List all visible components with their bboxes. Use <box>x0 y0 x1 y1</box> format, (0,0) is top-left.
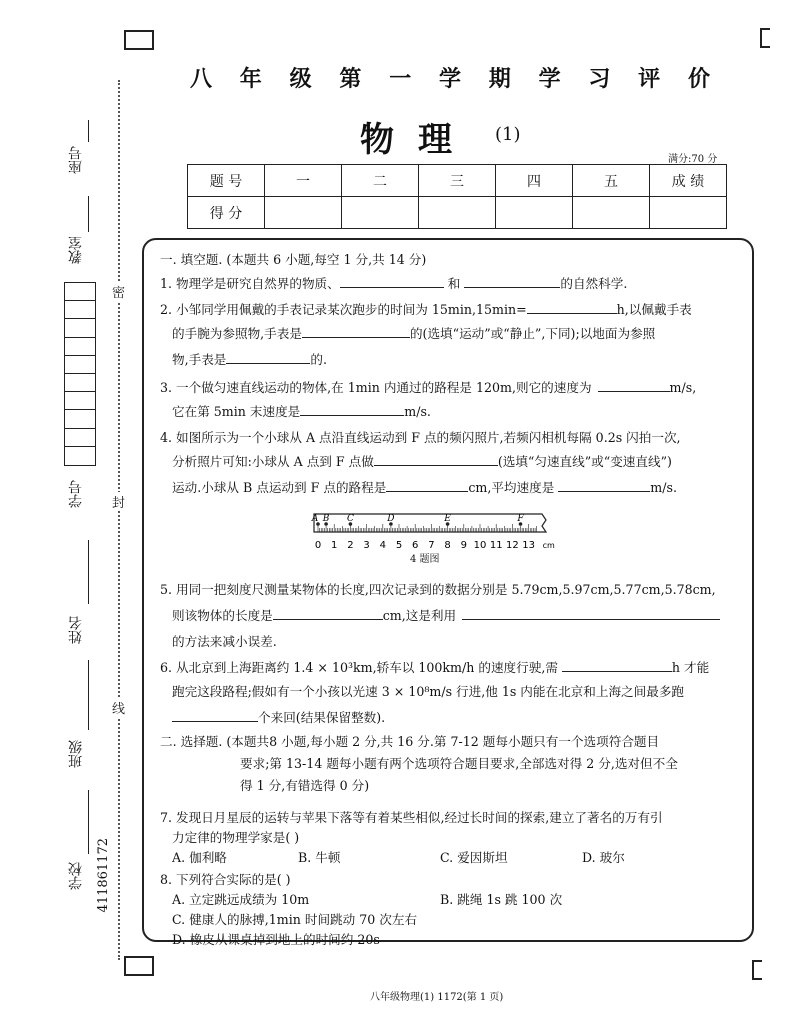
q7-line1: 7. 发现日月星辰的运转与苹果下落等有着某些相似,经过长时间的探索,建立了著名的万有引 <box>160 810 663 825</box>
q4-line1: 4. 如图所示为一个小球从 A 点沿直线运动到 F 点的频闪照片,若频闪相机每隔 0.2s 闪拍一次, <box>160 430 681 445</box>
score-header-cell: 二 <box>342 165 419 197</box>
exam-title: 八 年 级 第 一 学 期 学 习 评 价 <box>190 67 710 92</box>
score-row-label: 得 分 <box>188 197 265 229</box>
q5-line3: 的方法来减小误差. <box>172 634 277 649</box>
score-input-cell[interactable] <box>573 197 650 229</box>
student-id-grid[interactable] <box>64 282 96 466</box>
answer-blank[interactable] <box>598 377 670 392</box>
ruler-number: 4 <box>379 540 386 551</box>
class-label: 班级 <box>68 740 84 768</box>
q1-line: 1. 物理学是研究自然界的物质、 和 的自然科学. <box>160 272 627 296</box>
page-footer: 八年级物理(1) 1172(第 1 页) <box>370 992 504 1003</box>
ruler-point-label: C <box>346 514 354 524</box>
school-blank <box>88 790 89 854</box>
answer-blank[interactable] <box>226 349 310 364</box>
ruler-point-label: B <box>322 514 330 524</box>
q3-line2: 它在第 5min 末速度是 m/s. <box>172 400 431 424</box>
ruler-number: 3 <box>363 540 370 551</box>
seat-label: 座号 <box>68 146 84 174</box>
q4-line3: 运动.小球从 B 点运动到 F 点的路程是 cm,平均速度是 m/s. <box>172 476 677 500</box>
class-blank <box>88 660 89 730</box>
answer-blank[interactable] <box>527 299 617 314</box>
score-input-cell[interactable] <box>265 197 342 229</box>
score-header-cell: 题 号 <box>188 165 265 197</box>
answer-blank[interactable] <box>558 477 650 492</box>
corner-mark-top-right <box>760 28 770 48</box>
volume-label: (1) <box>495 124 521 145</box>
answer-blank[interactable] <box>464 273 560 288</box>
school-label: 学校 <box>68 862 84 890</box>
q3-line1: 3. 一个做匀速直线运动的物体,在 1min 内通过的路程是 120m,则它的速度为 m/s, <box>160 376 696 400</box>
figure-caption: 4 题图 <box>410 554 440 565</box>
ruler-svg <box>310 508 555 558</box>
score-header-cell: 一 <box>265 165 342 197</box>
q8-option-a[interactable]: A. 立定跳远成绩为 10m <box>172 892 310 907</box>
ruler-number: 10 <box>473 540 487 551</box>
q7-option-a[interactable]: A. 伽利略 <box>172 850 227 865</box>
seal-mi: 密 <box>112 282 125 301</box>
q7-line2: 力定律的物理学家是( ) <box>172 830 300 845</box>
seal-feng: 封 <box>112 492 125 511</box>
score-header-cell: 三 <box>419 165 496 197</box>
q2-line1: 2. 小邹同学用佩戴的手表记录某次跑步的时间为 15min,15min= h,以佩戴手表 <box>160 298 692 322</box>
score-input-cell[interactable] <box>342 197 419 229</box>
answer-blank[interactable] <box>340 273 444 288</box>
q7-option-c[interactable]: C. 爱因斯坦 <box>440 850 508 865</box>
student-no-label: 学号 <box>68 480 84 508</box>
ruler-number: 1 <box>331 540 338 551</box>
q8-option-d[interactable]: D. 橡皮从课桌掉到地上的时间约 20s <box>172 932 380 947</box>
answer-blank[interactable] <box>300 401 404 416</box>
corner-mark-bottom-right <box>752 960 762 980</box>
score-input-cell[interactable] <box>496 197 573 229</box>
section2-heading-line3: 得 1 分,有错选得 0 分) <box>240 778 370 793</box>
ruler-point-label: D <box>387 514 395 524</box>
q2-line2: 的手腕为参照物,手表是 的(选填“运动”或“静止”,下同);以地面为参照 <box>172 322 655 346</box>
score-header-cell: 成 绩 <box>650 165 727 197</box>
ruler-number: 11 <box>489 540 503 551</box>
seat-blank <box>88 120 89 142</box>
ruler-number: 13 <box>522 540 535 551</box>
ruler-number: 2 <box>347 540 354 551</box>
ruler-number: 8 <box>444 540 451 551</box>
ruler-unit: cm <box>542 541 555 550</box>
q6-line1: 6. 从北京到上海距离约 1.4 × 10³km,轿车以 100km/h 的速度行驶,需 h 才能 <box>160 656 709 680</box>
score-table <box>187 164 727 229</box>
ruler-number: 12 <box>506 540 519 551</box>
subject-title: 物理 <box>360 120 476 160</box>
room-label: 教室 <box>68 236 84 264</box>
ruler-number: 6 <box>412 540 419 551</box>
section2-heading-line1: 二. 选择题. (本题共8 小题,每小题 2 分,共 16 分.第 7-12 题每小题只有一个选项符合题目 <box>160 734 660 749</box>
name-blank <box>88 540 89 604</box>
ruler-point-label: F <box>517 514 524 524</box>
q6-line2: 跑完这段路程;假如有一个小孩以光速 3 × 10⁸m/s 行进,他 1s 内能在北京和上海之间最多跑 <box>172 684 685 699</box>
q5-line1: 5. 用同一把刻度尺测量某物体的长度,四次记录到的数据分别是 5.79cm,5.97cm,5.77cm,5.78cm, <box>160 582 716 597</box>
answer-blank[interactable] <box>172 707 258 722</box>
q6-line3: 个来回(结果保留整数). <box>172 706 385 730</box>
ruler-number: 9 <box>460 540 467 551</box>
q4-line2: 分析照片可知:小球从 A 点到 F 点做 (选填“匀速直线”或“变速直线”) <box>172 450 672 474</box>
ruler-number: 7 <box>428 540 435 551</box>
q5-line2: 则该物体的长度是 cm,这是利用 <box>172 604 720 628</box>
corner-mark-top-left <box>124 30 154 50</box>
ruler-number: 5 <box>395 540 403 551</box>
binding-dashed-line <box>118 80 120 960</box>
q8-stem: 8. 下列符合实际的是( ) <box>160 872 291 887</box>
seal-xian: 线 <box>112 698 125 717</box>
room-blank <box>88 196 89 232</box>
score-input-cell[interactable] <box>650 197 727 229</box>
q8-option-b[interactable]: B. 跳绳 1s 跳 100 次 <box>440 892 563 907</box>
answer-blank[interactable] <box>462 605 720 620</box>
ruler-points <box>311 514 525 526</box>
q8-option-c[interactable]: C. 健康人的脉搏,1min 时间跳动 70 次左右 <box>172 912 418 927</box>
answer-blank[interactable] <box>302 323 410 338</box>
answer-blank[interactable] <box>273 605 383 620</box>
q7-option-d[interactable]: D. 玻尔 <box>582 850 625 865</box>
score-input-cell[interactable] <box>419 197 496 229</box>
name-label: 姓名 <box>68 616 84 644</box>
section1-heading: 一. 填空题. (本题共 6 小题,每空 1 分,共 14 分) <box>160 252 427 267</box>
score-header-cell: 四 <box>496 165 573 197</box>
ruler-numbers <box>315 540 555 551</box>
score-header-cell: 五 <box>573 165 650 197</box>
ruler-number: 0 <box>314 540 322 551</box>
answer-blank[interactable] <box>562 657 672 672</box>
corner-mark-bottom-left <box>124 956 154 976</box>
q4-figure <box>310 508 555 558</box>
ruler-point-label: A <box>311 514 319 524</box>
answer-blank[interactable] <box>386 477 468 492</box>
q7-option-b[interactable]: B. 牛顿 <box>298 850 341 865</box>
ruler-point-label: E <box>444 514 451 524</box>
serial-number: 411861172 <box>96 838 111 913</box>
answer-blank[interactable] <box>374 451 498 466</box>
q2-line3: 物,手表是 的. <box>172 348 327 372</box>
section2-heading-line2: 要求;第 13-14 题每小题有两个选项符合题目要求,全部选对得 2 分,选对但不全 <box>240 756 678 771</box>
full-score: 满分:70 分 <box>668 154 718 165</box>
